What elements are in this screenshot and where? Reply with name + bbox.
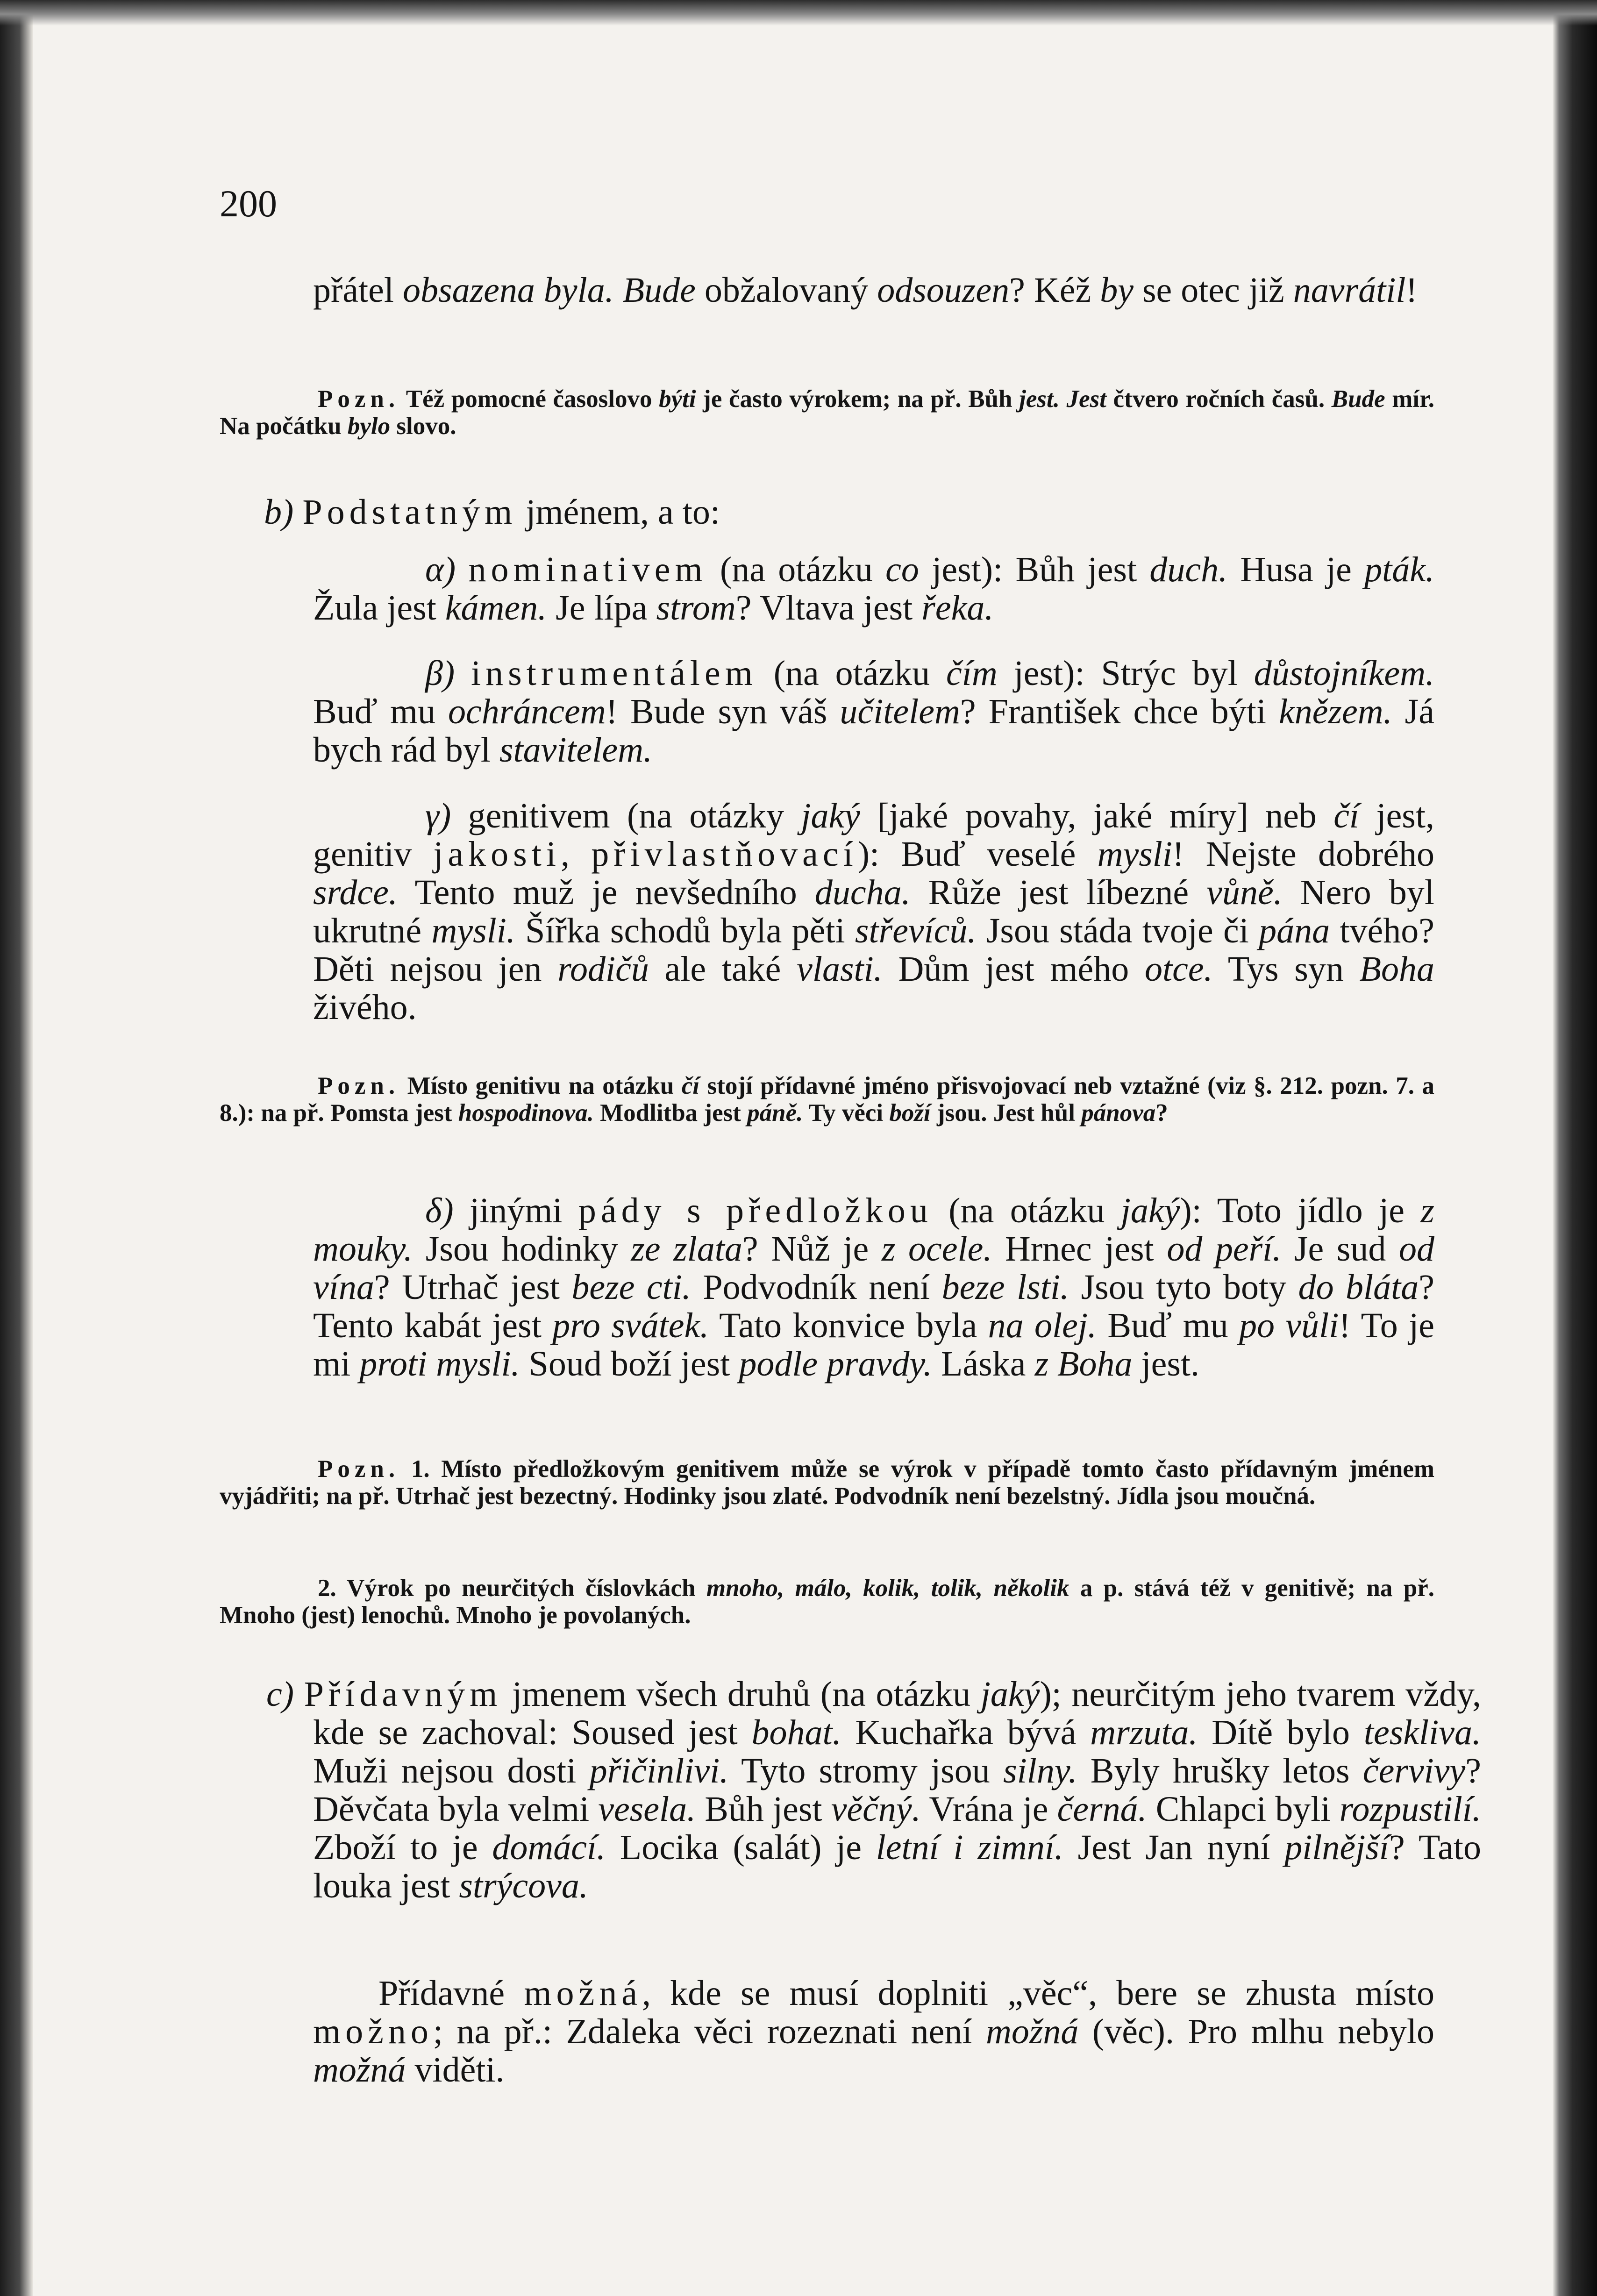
section-b-heading: b) Podstatným jménem, a to: xyxy=(264,492,720,532)
paragraph-alpha-nominative: α) nominativem (na otázku co jest): Bůh jest duch. Husa je pták. Žula jest kámen. Je lípa strom? Vltava jest řeka. xyxy=(313,550,1434,627)
paragraph-gamma-genitive: γ) genitivem (na otázky jaký [jaké povahy, jaké míry] neb čí jest, genitiv jakosti, přivlastňovací): Buď veselé mysli! Nejste dobrého srdce. Tento muž je nevšedního ducha. Růže jest líbezné vůně. Nero byl ukrutné mysli. Šířka schodů byla pěti střevíců. Jsou stáda tvoje či pána tvého? Děti nejsou jen rodičů ale také vlasti. Dům jest mého otce. Tys syn Boha živého. xyxy=(313,796,1435,1027)
paragraph-beta-instrumental: β) instrumentálem (na otázku čím jest): Strýc byl důstojníkem. Buď mu ochráncem! Bude syn váš učitelem? František chce býti knězem. Já bych rád byl stavitelem. xyxy=(313,654,1435,770)
note-indefinite-numerals: 2. Výrok po neurčitých číslovkách mnoho, málo, kolik, tolik, několik a p. stává též v genitivě; na př. Mnoho (jest) lenochů. Mnoho je povolaných. xyxy=(220,1575,1435,1629)
note-prepositional-genitive: Pozn. 1. Místo předložkovým genitivem může se výrok v případě tomto často přídavným jménem vyjádřiti; na př. Utrhač jest bezectný. Hodinky jsou zlaté. Podvodník není bezelstný. Jídla jsou moučná. xyxy=(220,1455,1434,1510)
paragraph-delta-prepositions: δ) jinými pády s předložkou (na otázku jaký): Toto jídlo je z mouky. Jsou hodinky ze zlata? Nůž je z ocele. Hrnec jest od peří. Je sud od vína? Utrhač jest beze cti. Podvodník není beze lsti. Jsou tyto boty do bláta? Tento kabát jest pro svátek. Tato konvice byla na olej. Buď mu po vůli! To je mi proti mysli. Soud boží jest podle pravdy. Láska z Boha jest. xyxy=(313,1191,1435,1383)
paragraph-c-adjective: c) Přídavným jmenem všech druhů (na otázku jaký); neurčitým jeho tvarem vždy, kde se zachoval: Soused jest bohat. Kuchařka bývá mrzuta. Dítě bylo teskliva. Muži nejsou dosti přičinlivi. Tyto stromy jsou silny. Byly hrušky letos červivy? Děvčata byla velmi vesela. Bůh jest věčný. Vrána je černá. Chlapci byli rozpustilí. Zboží to je domácí. Locika (salát) je letní i zimní. Jest Jan nyní pilnější? Tato louka jest strýcova. xyxy=(266,1675,1482,1905)
page-top-shadow xyxy=(0,0,1597,26)
paragraph-mozna: Přídavné možná, kde se musí doplniti „věc“, bere se zhusta místo možno; na př.: Zdaleka věci rozeznati není možná (věc). Pro mlhu nebylo možná viděti. xyxy=(313,1974,1434,2089)
note-possessive-adjective: Pozn. Místo genitivu na otázku čí stojí přídavné jméno přisvojovací neb vztažné (viz §. 212. pozn. 7. a 8.): na př. Pomsta jest hospodinova. Modlitba jest páně. Ty věci boží jsou. Jest hůl pánova? xyxy=(220,1072,1435,1127)
page-left-shadow xyxy=(0,0,33,2296)
page-number: 200 xyxy=(220,182,277,225)
paragraph-intro: přátel obsazena byla. Bude obžalovaný odsouzen? Kéž by se otec již navrátil! xyxy=(313,271,1418,310)
page-right-shadow xyxy=(1553,0,1597,2296)
note-auxiliary-verb: Pozn. Též pomocné časoslovo býti je často výrokem; na př. Bůh jest. Jest čtvero ročních časů. Bude mír. Na počátku bylo slovo. xyxy=(220,385,1434,440)
